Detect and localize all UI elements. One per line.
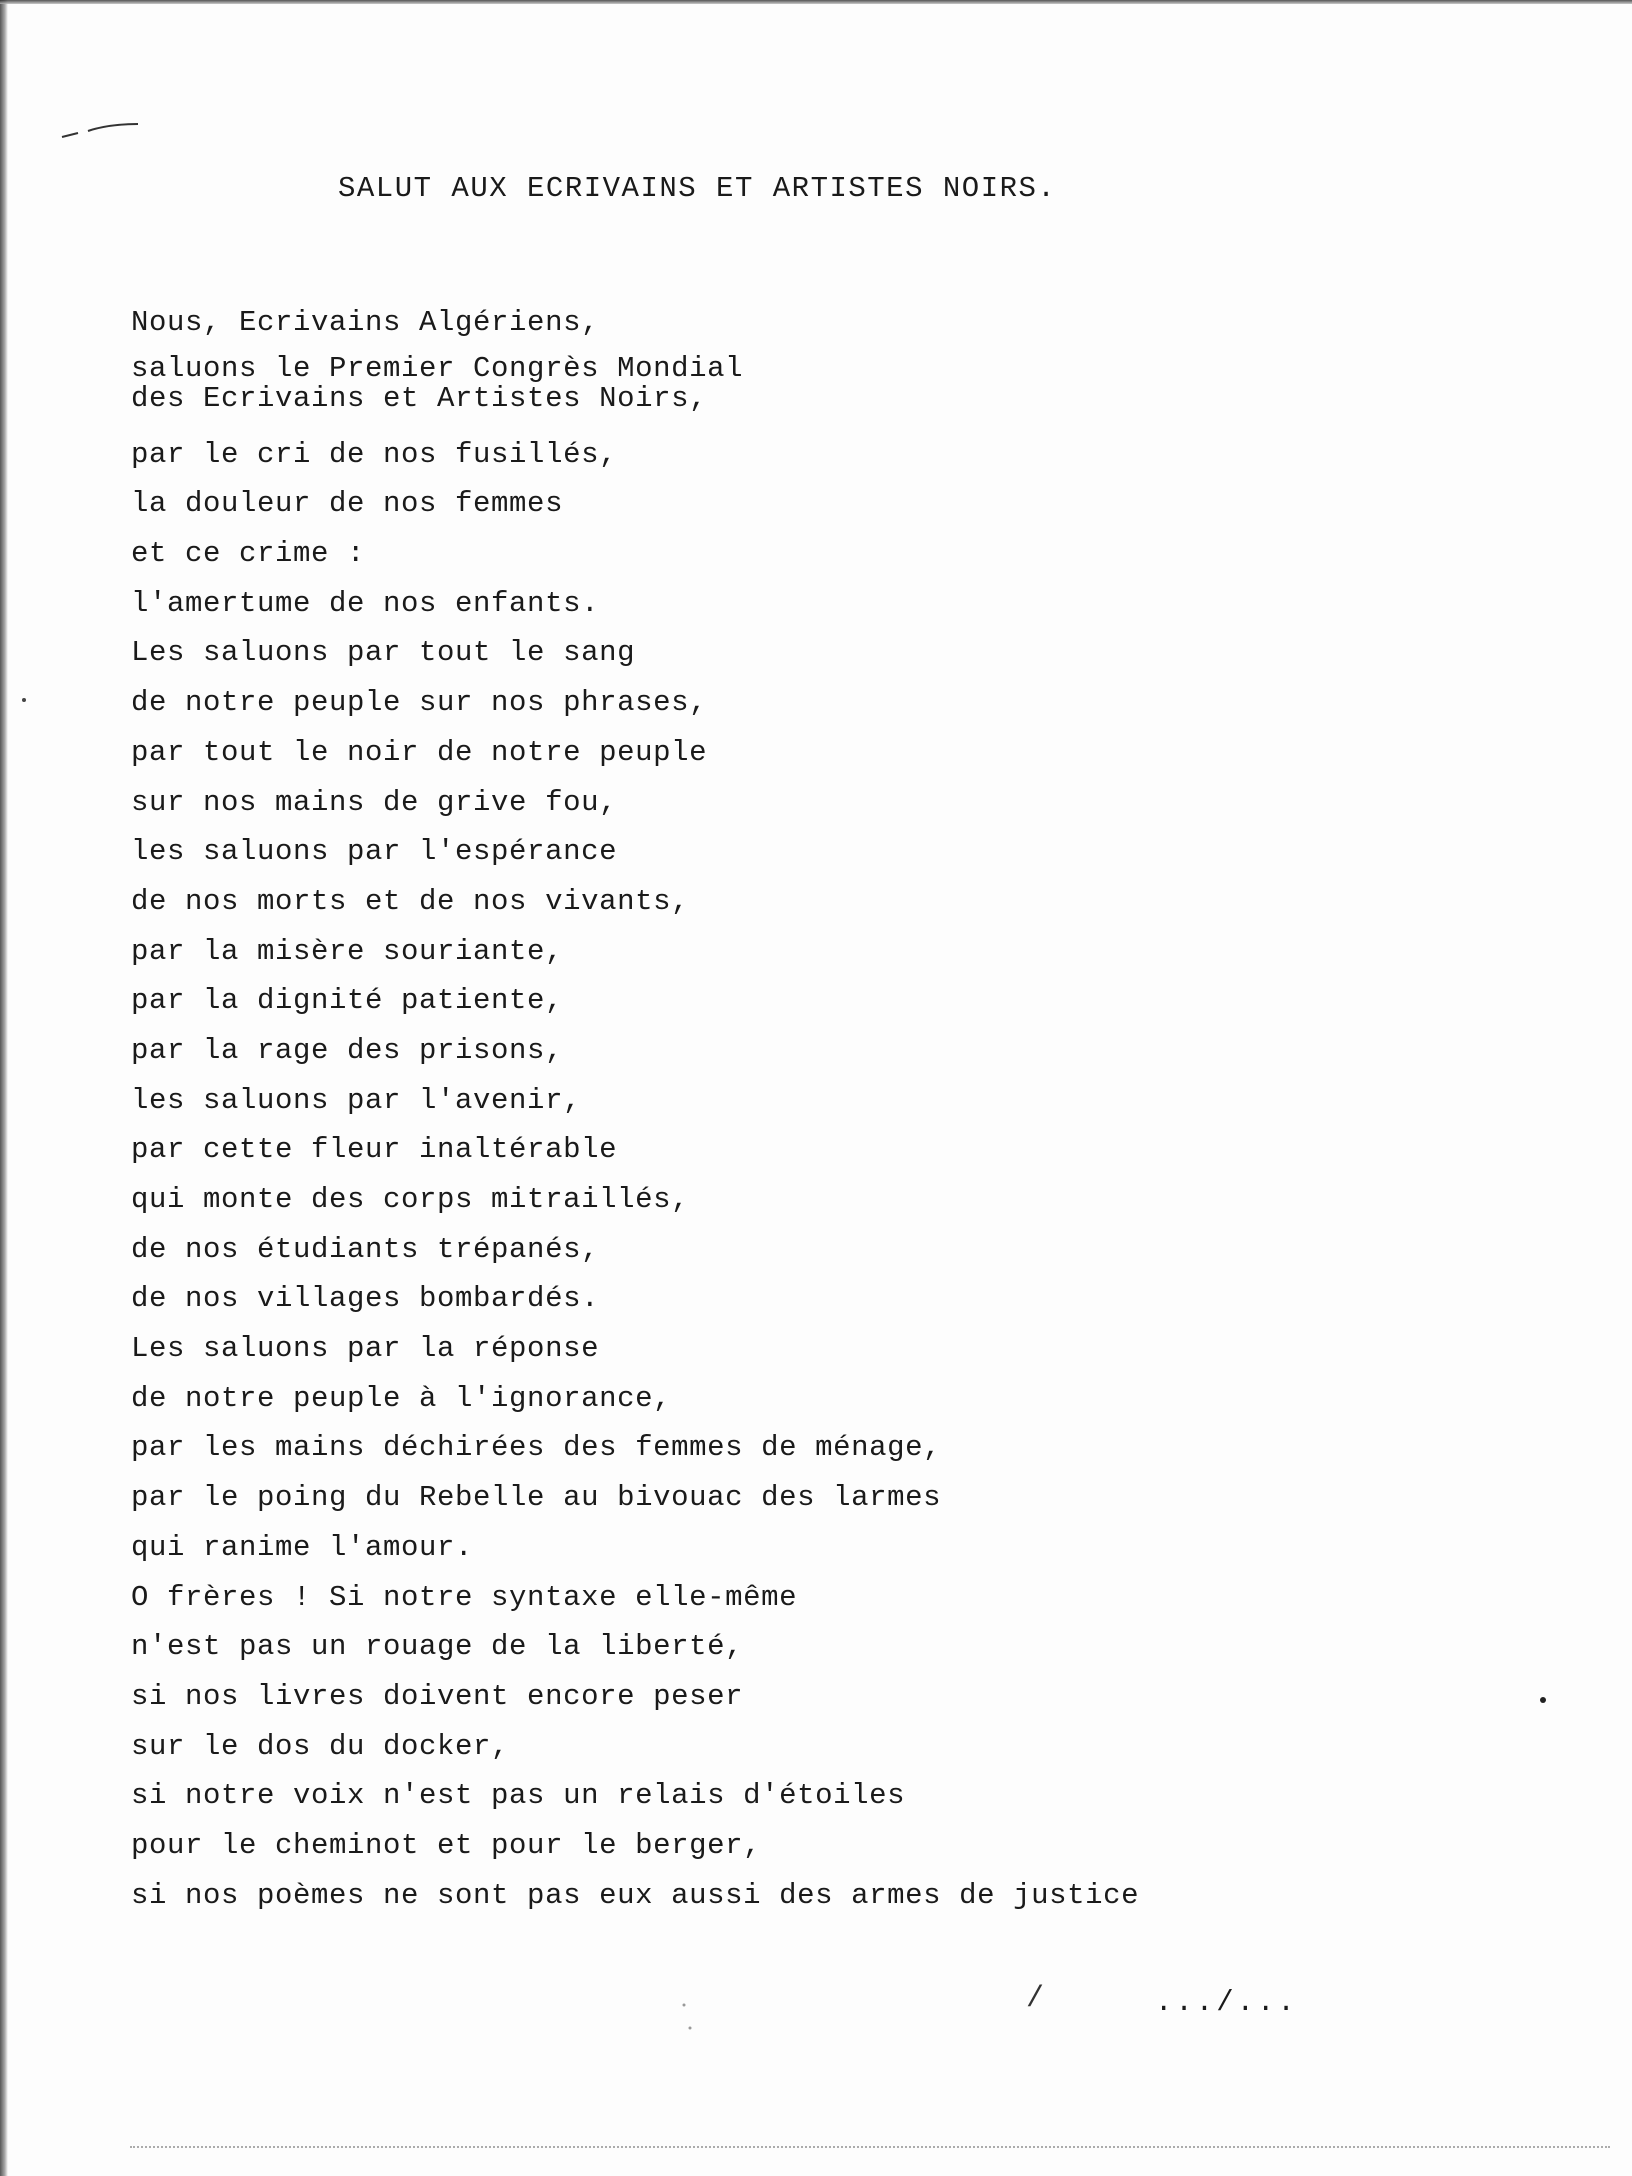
poem-line: pour le cheminot et pour le berger, xyxy=(131,1828,762,1862)
document-title: SALUT AUX ECRIVAINS ET ARTISTES NOIRS. xyxy=(338,172,1057,205)
poem-line: par cette fleur inaltérable xyxy=(131,1133,618,1167)
poem-line: par la dignité patiente, xyxy=(131,984,564,1018)
continuation-marker: .../... xyxy=(1155,1986,1298,2019)
poem-line: les saluons par l'avenir, xyxy=(131,1083,582,1117)
poem-line: les saluons par l'espérance xyxy=(131,835,618,869)
poem-line: l'amertume de nos enfants. xyxy=(131,586,600,620)
poem-line: Nous, Ecrivains Algériens, xyxy=(131,306,600,339)
poem-line: sur nos mains de grive fou, xyxy=(131,785,618,819)
poem-line: Les saluons par tout le sang xyxy=(131,636,636,670)
poem-line: de nos villages bombardés. xyxy=(131,1282,600,1316)
poem-line: par le cri de nos fusillés, xyxy=(131,437,618,471)
poem-line: Les saluons par la réponse xyxy=(131,1332,600,1366)
poem-line: par tout le noir de notre peuple xyxy=(131,735,708,769)
poem-line: qui ranime l'amour. xyxy=(131,1530,474,1564)
poem-line: par le poing du Rebelle au bivouac des larmes xyxy=(131,1481,942,1515)
poem-line: par les mains déchirées des femmes de ménage, xyxy=(131,1431,942,1465)
poem-body xyxy=(131,298,1139,1920)
stray-slash-mark: / xyxy=(1026,1982,1045,2016)
poem-line: si nos poèmes ne sont pas eux aussi des armes de justice xyxy=(131,1878,1140,1912)
poem-line: et ce crime : xyxy=(131,537,366,571)
poem-line: de notre peuple sur nos phrases, xyxy=(131,686,708,720)
poem-line: saluons le Premier Congrès Mondial xyxy=(131,351,744,385)
poem-line: par la rage des prisons, xyxy=(131,1033,564,1067)
poem-line: n'est pas un rouage de la liberté, xyxy=(131,1630,744,1664)
poem-line: la douleur de nos femmes xyxy=(131,487,564,521)
poem-line: sur le dos du docker, xyxy=(131,1729,510,1763)
poem-line: de notre peuple à l'ignorance, xyxy=(131,1381,672,1415)
poem-line: de nos morts et de nos vivants, xyxy=(131,884,690,918)
poem-line: si notre voix n'est pas un relais d'étoiles xyxy=(131,1779,906,1813)
poem-line: par la misère souriante, xyxy=(131,934,564,968)
poem-line: qui monte des corps mitraillés, xyxy=(131,1183,690,1216)
poem-line: si nos livres doivent encore peser xyxy=(131,1679,744,1713)
poem-line: O frères ! Si notre syntaxe elle-même xyxy=(131,1580,798,1614)
poem-line: des Ecrivains et Artistes Noirs, xyxy=(131,381,708,415)
poem-line: de nos étudiants trépanés, xyxy=(131,1232,600,1266)
